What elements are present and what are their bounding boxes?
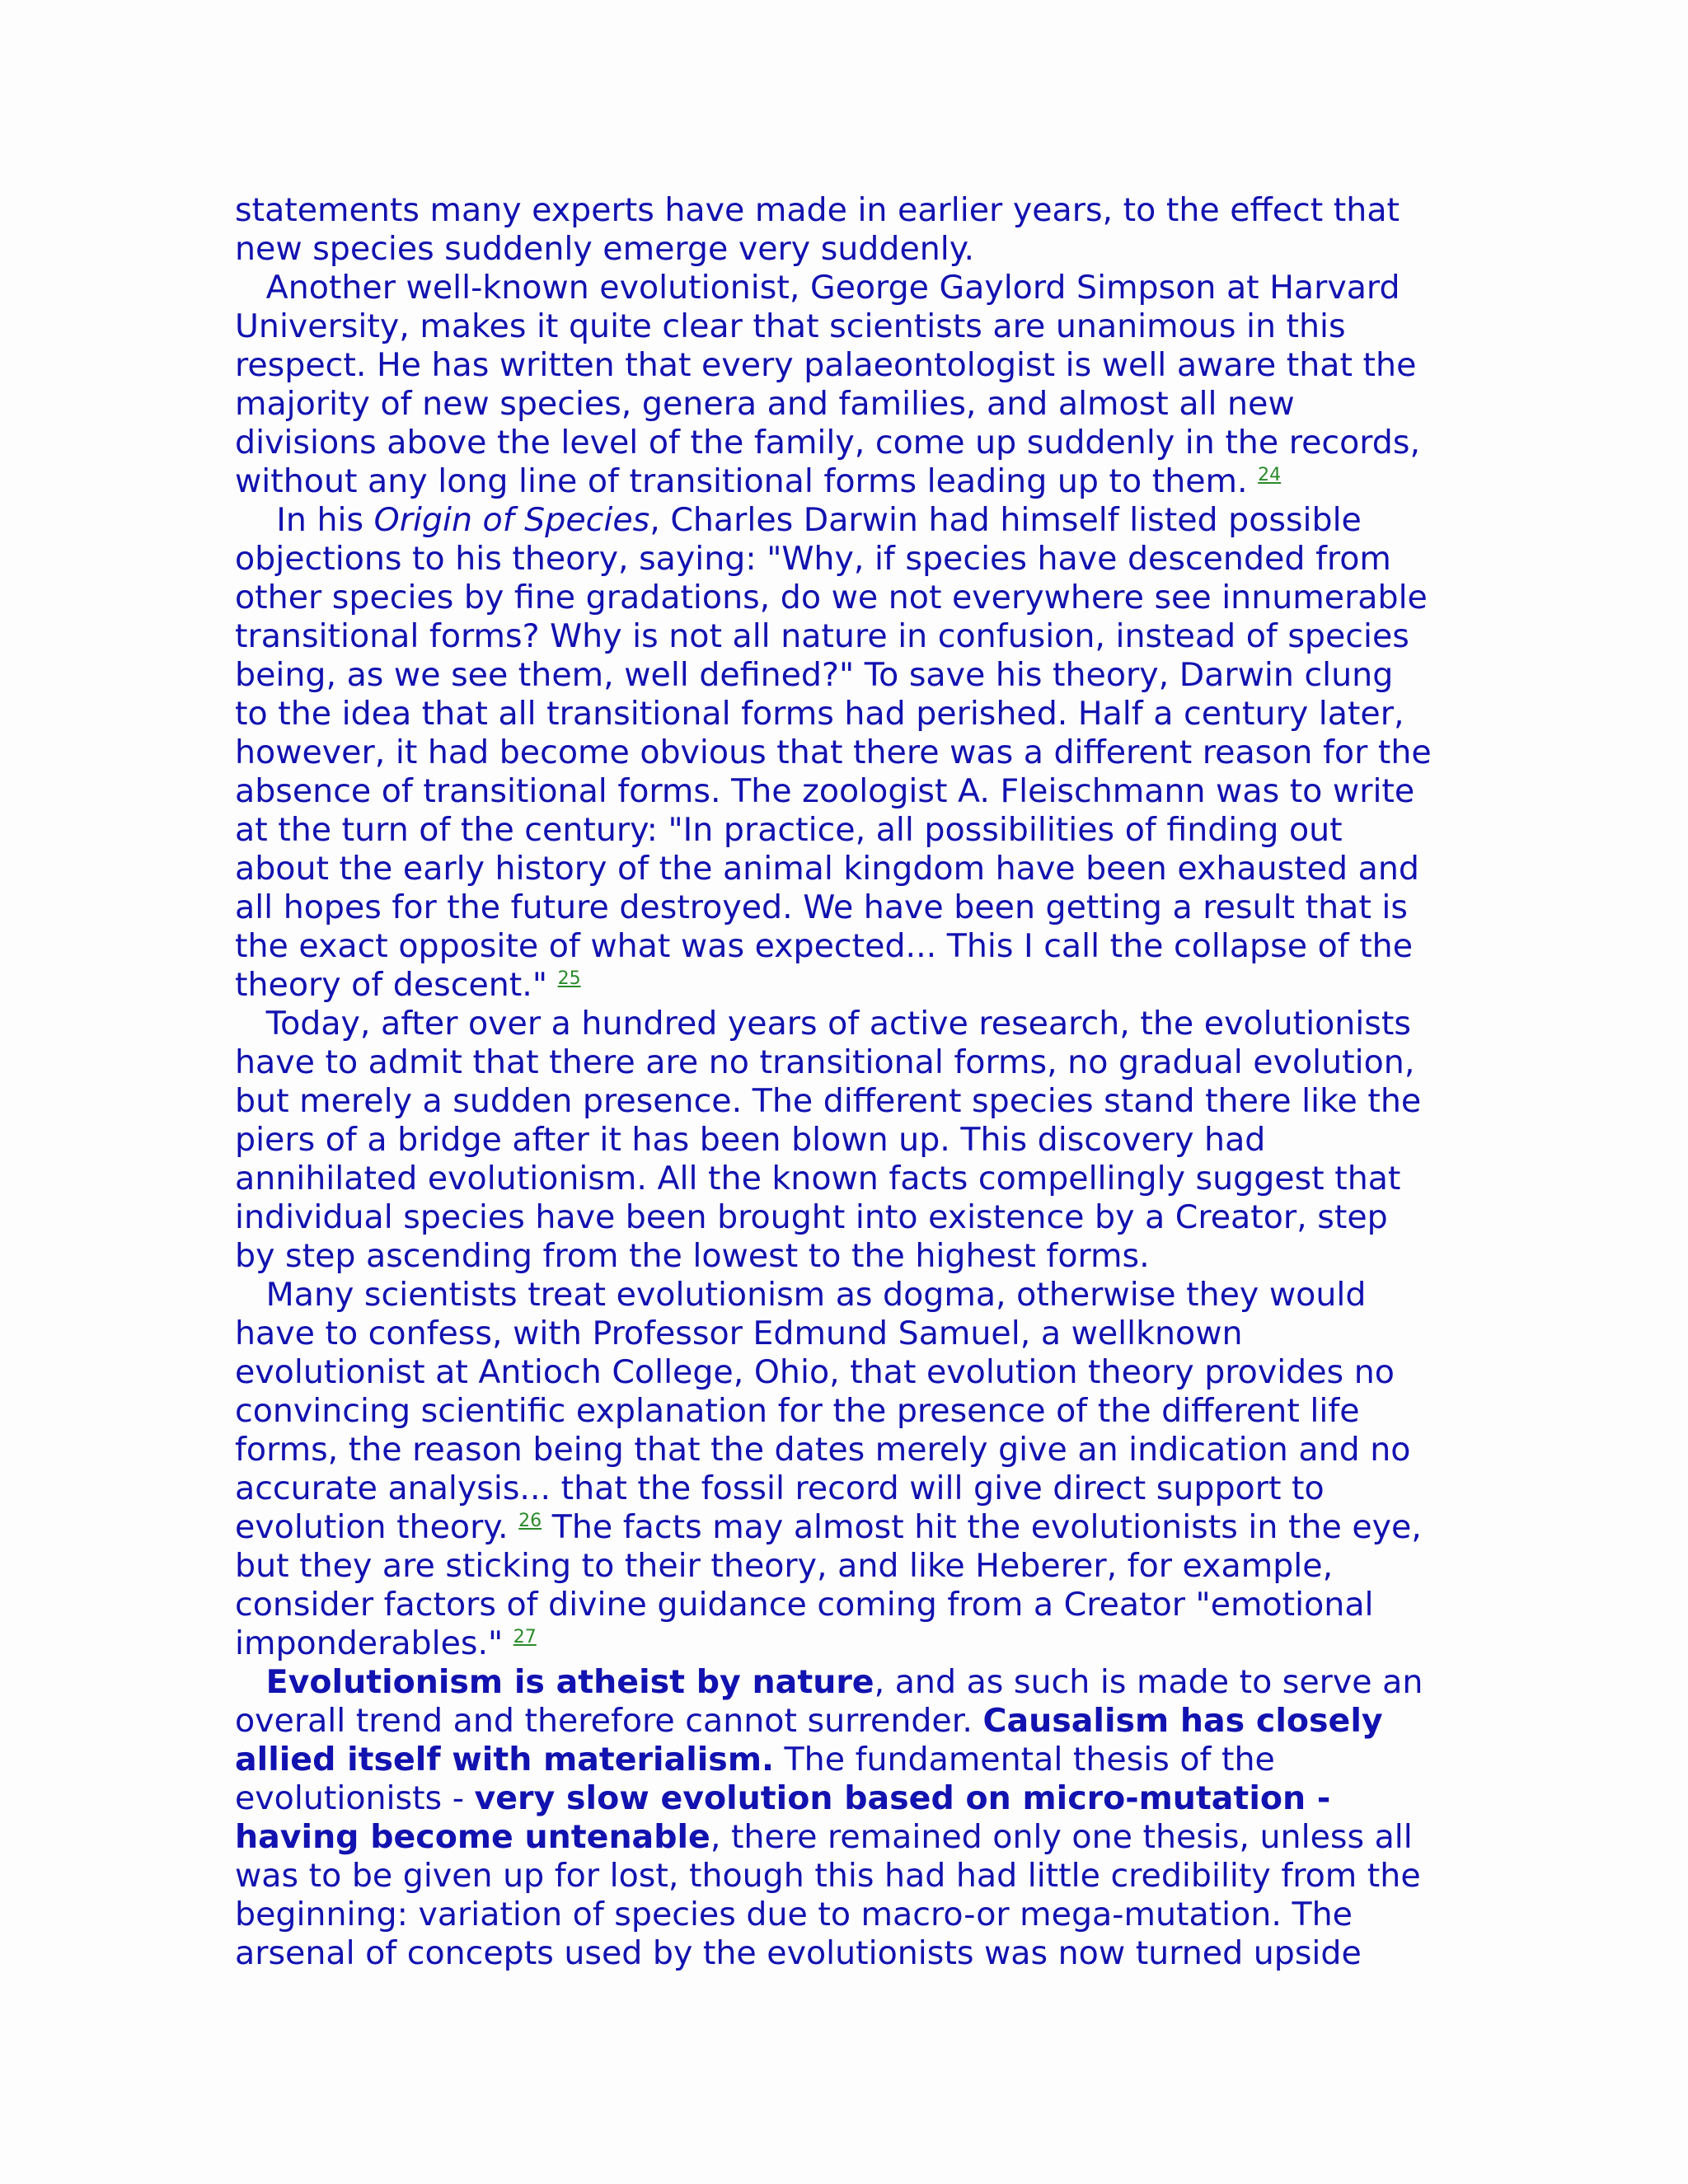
text-line <box>235 1198 1471 1237</box>
text-run: imponderables." <box>235 1624 513 1662</box>
text-run: without any long line of transitional forms leading up to them. <box>235 462 1259 500</box>
text-line <box>235 230 1471 269</box>
text-line <box>235 346 1471 385</box>
text-line <box>235 888 1471 927</box>
text-run: statements many experts have made in earlier years, to the effect that <box>235 191 1400 229</box>
bold-text: Causalism has closely <box>982 1702 1383 1740</box>
text-run: about the early history of the animal kingdom have been exhausted and <box>235 850 1419 888</box>
text-run: have to confess, with Professor Edmund Samuel, a wellknown <box>235 1315 1243 1352</box>
text-line <box>235 1663 1471 1702</box>
body-text <box>235 191 1471 1973</box>
text-line <box>235 1237 1471 1276</box>
text-run: Another well-known evolutionist, George Gaylord Simpson at Harvard <box>235 269 1400 307</box>
text-line <box>235 385 1471 424</box>
text-run: theory of descent." <box>235 966 558 1004</box>
text-line <box>235 1043 1471 1082</box>
text-line <box>235 617 1471 656</box>
text-line <box>235 1586 1471 1624</box>
text-run: but merely a sudden presence. The different species stand there like the <box>235 1082 1422 1120</box>
text-run: evolutionist at Antioch College, Ohio, that evolution theory provides no <box>235 1353 1395 1391</box>
text-line <box>235 307 1471 346</box>
text-run: annihilated evolutionism. All the known facts compellingly suggest that <box>235 1160 1401 1197</box>
text-line <box>235 1082 1471 1121</box>
text-run: In his <box>235 501 374 539</box>
text-line <box>235 1431 1471 1469</box>
text-run: arsenal of concepts used by the evolutionists was now turned upside <box>235 1934 1362 1972</box>
text-run: individual species have been brought into existence by a Creator, step <box>235 1198 1388 1236</box>
footnote-link[interactable]: 27 <box>513 1627 537 1647</box>
text-line <box>235 1547 1471 1586</box>
footnote-link[interactable]: 26 <box>518 1511 542 1531</box>
text-run <box>235 1663 266 1701</box>
text-run: the exact opposite of what was expected... This I call the collapse of the <box>235 927 1414 965</box>
text-run: by step ascending from the lowest to the highest forms. <box>235 1237 1150 1275</box>
text-run: have to admit that there are no transitional forms, no gradual evolution, <box>235 1043 1415 1081</box>
text-run: at the turn of the century: "In practice, all possibilities of finding out <box>235 811 1343 849</box>
text-run: new species suddenly emerge very suddenly. <box>235 230 975 268</box>
text-line <box>235 462 1471 501</box>
text-line <box>235 1276 1471 1315</box>
text-run: all hopes for the future destroyed. We have been getting a result that is <box>235 888 1408 926</box>
bold-text: very slow evolution based on micro-mutation - <box>474 1779 1331 1817</box>
text-run: consider factors of divine guidance coming from a Creator "emotional <box>235 1586 1374 1624</box>
text-run: , Charles Darwin had himself listed possible <box>649 501 1362 539</box>
text-line <box>235 1818 1471 1857</box>
paragraph <box>235 191 1471 269</box>
text-run: being, as we see them, well defined?" To save his theory, Darwin clung <box>235 656 1394 694</box>
text-run: majority of new species, genera and families, and almost all new <box>235 385 1295 423</box>
text-line <box>235 1392 1471 1431</box>
text-run: however, it had become obvious that there was a different reason for the <box>235 733 1432 771</box>
text-line <box>235 1469 1471 1508</box>
text-line <box>235 1624 1471 1663</box>
text-run: absence of transitional forms. The zoologist A. Fleischmann was to write <box>235 772 1415 810</box>
text-run: accurate analysis... that the fossil record will give direct support to <box>235 1469 1325 1507</box>
italic-title: Origin of Species <box>373 501 650 539</box>
text-run: but they are sticking to their theory, and like Heberer, for example, <box>235 1547 1334 1585</box>
text-line <box>235 656 1471 695</box>
text-line <box>235 1702 1471 1741</box>
text-line <box>235 1779 1471 1818</box>
text-line <box>235 1160 1471 1198</box>
text-run: The fundamental thesis of the <box>774 1741 1275 1779</box>
text-run: was to be given up for lost, though this had had little credibility from the <box>235 1857 1421 1895</box>
text-run: convincing scientific explanation for the presence of the different life <box>235 1392 1360 1430</box>
paragraph <box>235 1276 1471 1663</box>
text-line <box>235 695 1471 733</box>
paragraph <box>235 1663 1471 1973</box>
paragraph <box>235 1005 1471 1276</box>
text-run: forms, the reason being that the dates merely give an indication and no <box>235 1431 1411 1469</box>
paragraph <box>235 269 1471 501</box>
bold-text: having become untenable <box>235 1818 710 1856</box>
text-line <box>235 927 1471 966</box>
text-line <box>235 1896 1471 1934</box>
text-run: Many scientists treat evolutionism as dogma, otherwise they would <box>235 1276 1367 1314</box>
text-line <box>235 1741 1471 1779</box>
text-run: , and as such is made to serve an <box>874 1663 1423 1701</box>
text-line <box>235 501 1471 540</box>
text-run: to the idea that all transitional forms had perished. Half a century later, <box>235 695 1404 733</box>
text-line <box>235 1353 1471 1392</box>
text-line <box>235 733 1471 772</box>
text-line <box>235 424 1471 462</box>
text-run: Today, after over a hundred years of active research, the evolutionists <box>235 1005 1411 1043</box>
text-line <box>235 811 1471 850</box>
text-line <box>235 1857 1471 1896</box>
text-line <box>235 191 1471 230</box>
text-run: , there remained only one thesis, unless all <box>710 1818 1413 1856</box>
text-run: objections to his theory, saying: "Why, if species have descended from <box>235 540 1391 578</box>
text-line <box>235 1121 1471 1160</box>
footnote-link[interactable]: 25 <box>557 968 581 989</box>
text-line <box>235 1315 1471 1353</box>
text-run: divisions above the level of the family, come up suddenly in the records, <box>235 424 1421 462</box>
text-run: evolution theory. <box>235 1508 519 1546</box>
text-line <box>235 1934 1471 1973</box>
text-run: other species by fine gradations, do we not everywhere see innumerable <box>235 579 1428 616</box>
text-run: transitional forms? Why is not all nature in confusion, instead of species <box>235 617 1409 655</box>
text-line <box>235 269 1471 307</box>
text-run: The facts may almost hit the evolutionists in the eye, <box>542 1508 1422 1546</box>
text-line <box>235 850 1471 888</box>
text-run: respect. He has written that every palaeontologist is well aware that the <box>235 346 1417 384</box>
footnote-link[interactable]: 24 <box>1258 465 1282 485</box>
bold-text: allied itself with materialism. <box>235 1741 774 1779</box>
text-run: evolutionists - <box>235 1779 475 1817</box>
text-line <box>235 772 1471 811</box>
text-run: overall trend and therefore cannot surrender. <box>235 1702 983 1740</box>
text-line <box>235 1005 1471 1043</box>
text-run: piers of a bridge after it has been blown up. This discovery had <box>235 1121 1266 1159</box>
bold-text: Evolutionism is atheist by nature <box>265 1663 874 1701</box>
paragraph <box>235 501 1471 1005</box>
text-line <box>235 1508 1471 1547</box>
text-run: beginning: variation of species due to macro-or mega-mutation. The <box>235 1896 1353 1933</box>
text-line <box>235 579 1471 617</box>
text-run: University, makes it quite clear that scientists are unanimous in this <box>235 307 1346 345</box>
text-line <box>235 966 1471 1005</box>
text-line <box>235 540 1471 579</box>
